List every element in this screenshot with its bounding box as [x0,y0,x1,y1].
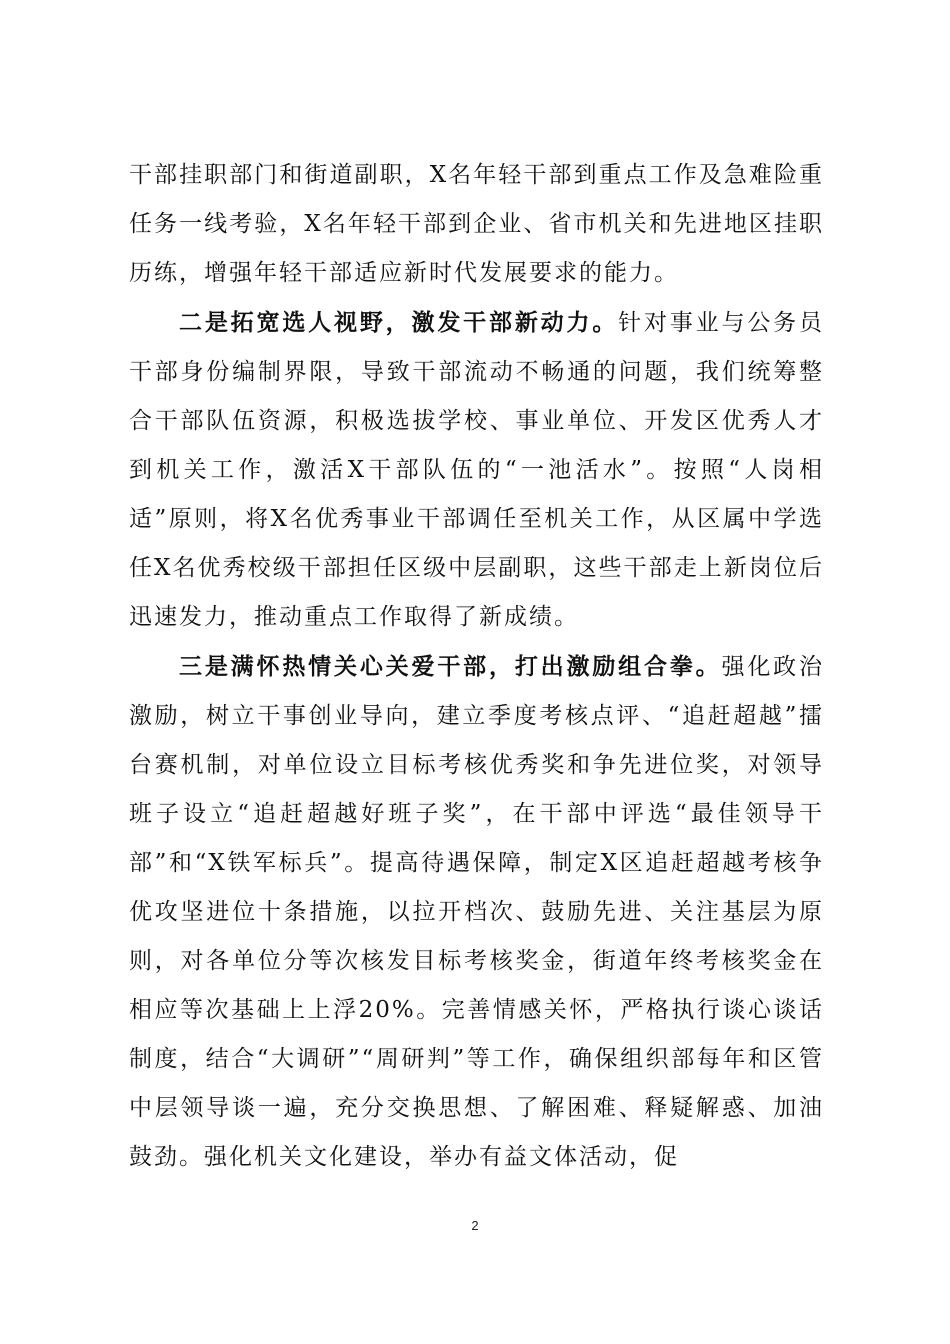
paragraph-2 [129,298,824,642]
page-number: 2 [471,1218,479,1233]
paragraph-text: 强化政治激励，树立干事创业导向，建立季度考核点评、“追赶超越”擂台赛机制，对单位设立目标考核优秀奖和争先进位奖，对领导班子设立“追赶超越好班子奖”，在干部中评选“最佳领导干部”和“X铁军标兵”。提高待遇保障，制定X区追赶超越考核争优攻坚进位十条措施，以拉开档次、鼓励先进、关注基层为原则，对各单位分等次核发目标考核奖金，街道年终考核奖金在相应等次基础上上浮20%。完善情感关怀，严格执行谈心谈话制度，结合“大调研”“周研判”等工作，确保组织部每年和区管中层领导谈一遍，充分交换思想、了解困难、释疑解惑、加油鼓劲。强化机关文化建设，举办有益文体活动，促 [129,654,825,1170]
paragraph-text: 干部挂职部门和街道副职，X名年轻干部到重点工作及急难险重任务一线考验，X名年轻干部到企业、省市机关和先进地区挂职历练，增强年轻干部适应新时代发展要求的能力。 [129,162,824,286]
paragraph-text: 针对事业与公务员干部身份编制界限，导致干部流动不畅通的问题，我们统筹整合干部队伍资源，积极选拔学校、事业单位、开发区优秀人才到机关工作，激活X干部队伍的“一池活水”。按照“人岗相适”原则，将X名优秀事业干部调任至机关工作，从区属中学选任X名优秀校级干部担任区级中层副职，这些干部走上新岗位后迅速发力，推动重点工作取得了新成绩。 [129,310,825,630]
paragraph-lead: 三是满怀热情关心关爱干部，打出激励组合拳。 [179,653,722,680]
paragraph-3 [129,642,824,1182]
paragraph-1 [129,151,824,298]
paragraph-lead: 二是拓宽选人视野，激发干部新动力。 [179,309,619,336]
document-body [129,151,824,1182]
